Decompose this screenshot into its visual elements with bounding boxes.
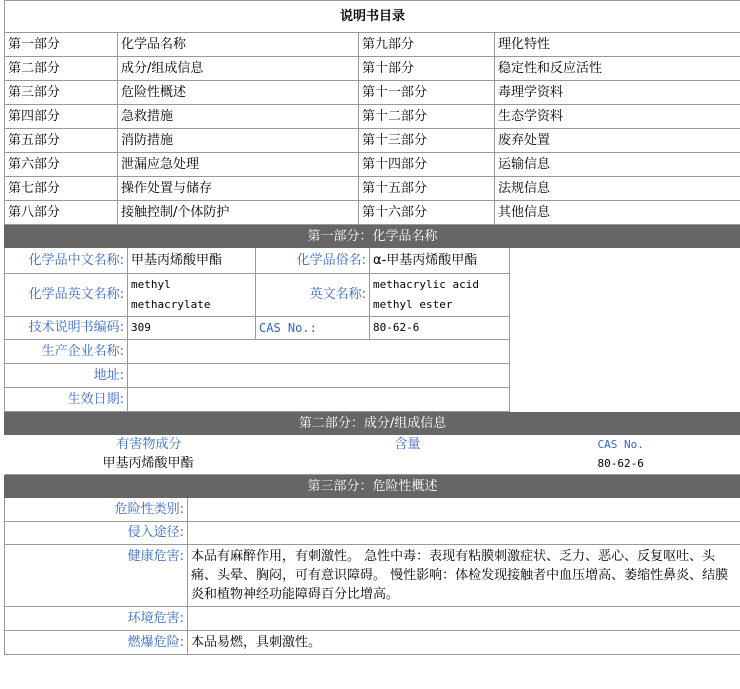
tech-code-value: 309 [128, 317, 256, 340]
component-content [295, 455, 495, 475]
toc-title-left[interactable]: 危险性概述 [118, 81, 359, 105]
toc-title-left[interactable]: 接触控制/个体防护 [118, 201, 359, 225]
hazard-class-label: 危险性类别: [5, 498, 188, 522]
toc-part-left[interactable]: 第五部分 [5, 129, 118, 153]
cn-name-value: 甲基丙烯酸甲酯 [128, 248, 256, 274]
toc-row [5, 177, 740, 201]
en-alias-label: 英文名称: [256, 274, 370, 317]
toc-part-right[interactable]: 第九部分 [359, 33, 495, 57]
toc-part-right[interactable]: 第十二部分 [359, 105, 495, 129]
section1-table [4, 225, 740, 412]
section1-blank-area [510, 248, 740, 412]
toc-part-left[interactable]: 第三部分 [5, 81, 118, 105]
toc-title-left[interactable]: 消防措施 [118, 129, 359, 153]
env-value [188, 607, 740, 631]
toc-part-left[interactable]: 第七部分 [5, 177, 118, 201]
toc-row [5, 129, 740, 153]
toc-row [5, 57, 740, 81]
en-alias-value [370, 274, 510, 317]
en-alias-line2: methyl ester [373, 298, 453, 311]
toc-part-left[interactable]: 第二部分 [5, 57, 118, 81]
toc-title-left[interactable]: 操作处置与储存 [118, 177, 359, 201]
en-name-value [128, 274, 256, 317]
component-name: 甲基丙烯酸甲酯 [5, 455, 295, 475]
toc-title-right[interactable]: 废弃处置 [495, 129, 740, 153]
en-alias-line1: methacrylic acid [373, 278, 479, 291]
toc-title-left[interactable]: 化学品名称 [118, 33, 359, 57]
toc-part-right[interactable]: 第十六部分 [359, 201, 495, 225]
toc-part-left[interactable]: 第一部分 [5, 33, 118, 57]
section3-header: 第三部分：危险性概述 [5, 476, 740, 498]
route-label: 侵入途径: [5, 522, 188, 545]
toc-title-left[interactable]: 泄漏应急处理 [118, 153, 359, 177]
toc-part-left[interactable]: 第四部分 [5, 105, 118, 129]
msds-document [4, 0, 740, 655]
section1-header: 第一部分：化学品名称 [5, 226, 740, 248]
tech-code-label: 技术说明书编码: [5, 317, 128, 340]
col-cas-header: CAS No. [495, 435, 740, 455]
toc-title-right[interactable]: 法规信息 [495, 177, 740, 201]
toc-part-right[interactable]: 第十三部分 [359, 129, 495, 153]
col-content-header: 含量 [295, 435, 495, 455]
en-name-line1: methyl [131, 278, 171, 291]
en-name-line2: methacrylate [131, 298, 211, 311]
effective-date-label: 生效日期: [5, 388, 128, 412]
component-cas: 80-62-6 [495, 455, 740, 475]
section2-table [4, 412, 740, 475]
toc-part-left[interactable]: 第六部分 [5, 153, 118, 177]
toc-row [5, 81, 740, 105]
toc-title: 说明书目录 [5, 1, 740, 33]
toc-title-right[interactable]: 运输信息 [495, 153, 740, 177]
toc-title-left[interactable]: 成分/组成信息 [118, 57, 359, 81]
cas-label: CAS No.: [256, 317, 370, 340]
address-value [128, 364, 510, 388]
address-label: 地址: [5, 364, 128, 388]
fire-label: 燃爆危险: [5, 631, 188, 655]
toc-title-right[interactable]: 毒理学资料 [495, 81, 740, 105]
toc-row [5, 33, 740, 57]
health-value: 本品有麻醉作用，有刺激性。 急性中毒：表现有粘膜刺激症状、乏力、恶心、反复呕吐、头痛、头晕、胸闷，可有意识障碍。 慢性影响：体检发现接触者中血压增高、萎缩性鼻炎、结膜炎和植物神经功能障碍百分比增高。 [188, 545, 740, 607]
toc-part-right[interactable]: 第十部分 [359, 57, 495, 81]
toc-title-left[interactable]: 急救措施 [118, 105, 359, 129]
cn-name-label: 化学品中文名称: [5, 248, 128, 274]
toc-row [5, 153, 740, 177]
alias-label: 化学品俗名: [256, 248, 370, 274]
cas-value: 80-62-6 [370, 317, 510, 340]
maker-value [128, 340, 510, 364]
route-value [188, 522, 740, 545]
section2-header: 第二部分：成分/组成信息 [5, 413, 740, 435]
maker-label: 生产企业名称: [5, 340, 128, 364]
col-component-header: 有害物成分 [5, 435, 295, 455]
toc-part-left[interactable]: 第八部分 [5, 201, 118, 225]
toc-part-right[interactable]: 第十四部分 [359, 153, 495, 177]
toc-row [5, 201, 740, 225]
effective-date-value [128, 388, 510, 412]
health-label: 健康危害: [5, 545, 188, 607]
toc-row [5, 105, 740, 129]
toc-title-right[interactable]: 稳定性和反应活性 [495, 57, 740, 81]
fire-value: 本品易燃，具刺激性。 [188, 631, 740, 655]
toc-title-right[interactable]: 理化特性 [495, 33, 740, 57]
toc-part-right[interactable]: 第十一部分 [359, 81, 495, 105]
toc-table [4, 0, 740, 225]
toc-title-right[interactable]: 生态学资料 [495, 105, 740, 129]
en-name-label: 化学品英文名称: [5, 274, 128, 317]
env-label: 环境危害: [5, 607, 188, 631]
alias-value: α-甲基丙烯酸甲酯 [370, 248, 510, 274]
section3-table [4, 475, 740, 655]
toc-part-right[interactable]: 第十五部分 [359, 177, 495, 201]
hazard-class-value [188, 498, 740, 522]
toc-title-right[interactable]: 其他信息 [495, 201, 740, 225]
